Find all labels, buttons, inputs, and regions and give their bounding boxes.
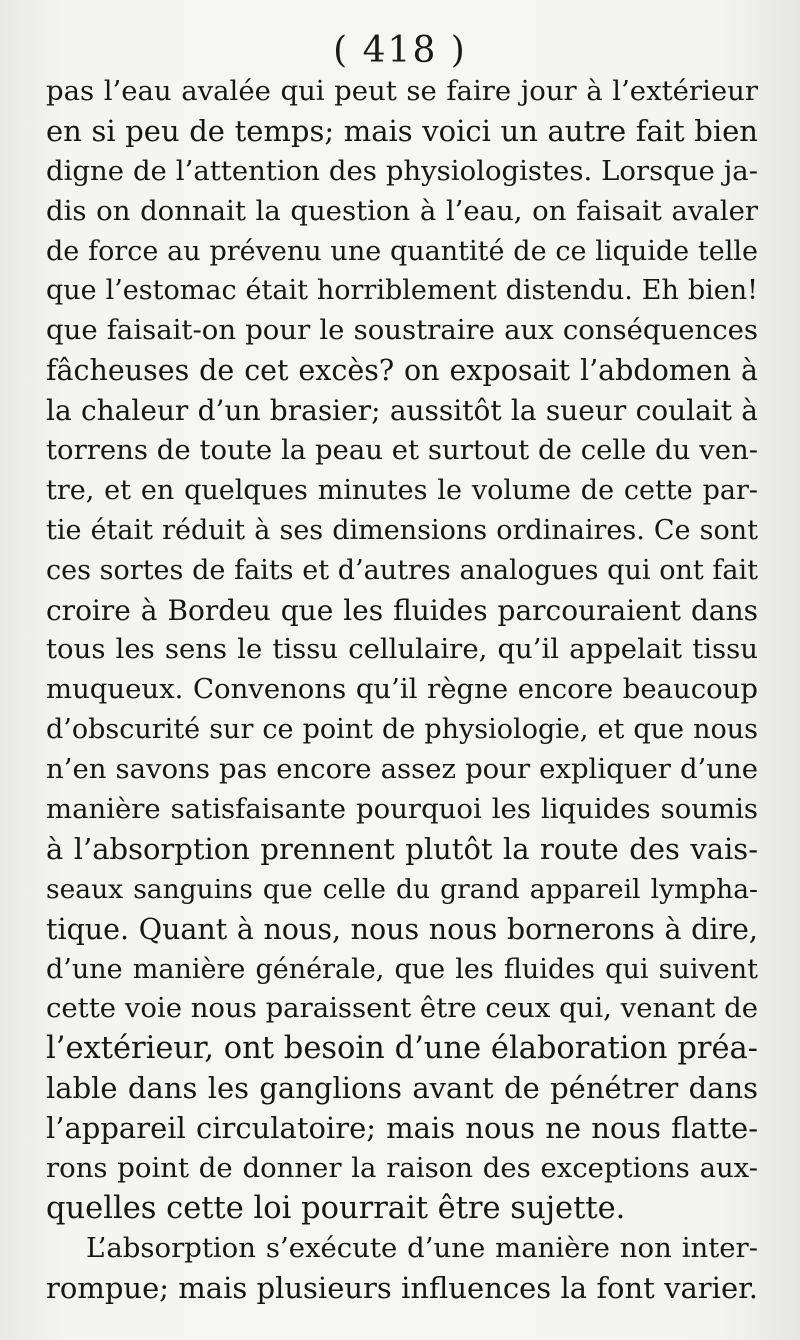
- text-line: ces sortes de faits et d’autres analogues qui ont fait: [46, 554, 758, 586]
- text-line: d’obscurité sur ce point de physiologie, et que nous: [46, 714, 758, 746]
- page-number: ( 418 ): [333, 30, 467, 71]
- text-line: n’en savons pas encore assez pour expliquer d’une: [46, 753, 758, 786]
- text-line: tous les sens le tissu cellulaire, qu’il appelait tissu: [46, 633, 758, 666]
- text-line: pas l’eau avalée qui peut se faire jour à l’extérieur: [46, 75, 758, 107]
- text-line: rompue; mais plusieurs influences la font varier.: [46, 1270, 758, 1305]
- text-line: muqueux. Convenons qu’il règne encore beaucoup: [46, 673, 758, 706]
- body-text: [46, 72, 758, 1309]
- text-line: l’appareil circulatoire; mais nous ne nous flatte-: [46, 1111, 758, 1146]
- text-line: fâcheuses de cet excès? on exposait l’abdomen à: [46, 354, 758, 388]
- text-line: à l’absorption prennent plutôt la route des vais-: [46, 831, 758, 866]
- text-line: l’extérieur, ont besoin d’une élaboration préa-: [46, 1031, 758, 1067]
- text-line: tre, et en quelques minutes le volume de cette par-: [46, 474, 758, 506]
- text-line: torrens de toute la peau et surtout de celle du ven-: [46, 434, 758, 467]
- text-line: cette voie nous paraissent être ceux qui, venant de: [46, 992, 758, 1025]
- text-line: lable dans les ganglions avant de pénétrer dans: [46, 1071, 758, 1106]
- text-line: de force au prévenu une quantité de ce liquide telle: [46, 235, 758, 267]
- text-line: que l’estomac était horriblement distendu. Eh bien!: [46, 275, 758, 307]
- text-line: tie était réduit à ses dimensions ordinaires. Ce sont: [46, 514, 758, 546]
- text-line: rons point de donner la raison des exceptions aux-: [46, 1152, 758, 1185]
- text-line: la chaleur d’un brasier; aussitôt la sueur coulait à: [46, 394, 758, 428]
- text-line: seaux sanguins que celle du grand appareil lympha-: [46, 873, 758, 905]
- text-line: que faisait-on pour le soustraire aux conséquences: [46, 314, 758, 347]
- text-line: croire à Bordeu que les fluides parcouraient dans: [46, 593, 758, 627]
- paragraph-end-line: quelles cette loi pourrait être sujette.: [46, 1190, 626, 1226]
- text-line: manière satisfaisante pourquoi les liquides soumis: [46, 793, 758, 826]
- text-line: en si peu de temps; mais voici un autre fait bien: [46, 113, 758, 148]
- text-line: d’une manière générale, que les fluides qui suivent: [46, 953, 758, 985]
- text-line: digne de l’attention des physiologistes. Lorsque ja-: [46, 154, 758, 187]
- text-line: dis on donnait la question à l’eau, on faisait avaler: [46, 194, 758, 227]
- paragraph-start-line: L’absorption s’exécute d’une manière non inter-: [86, 1231, 758, 1264]
- text-line: tique. Quant à nous, nous nous bornerons à dire,: [46, 912, 758, 946]
